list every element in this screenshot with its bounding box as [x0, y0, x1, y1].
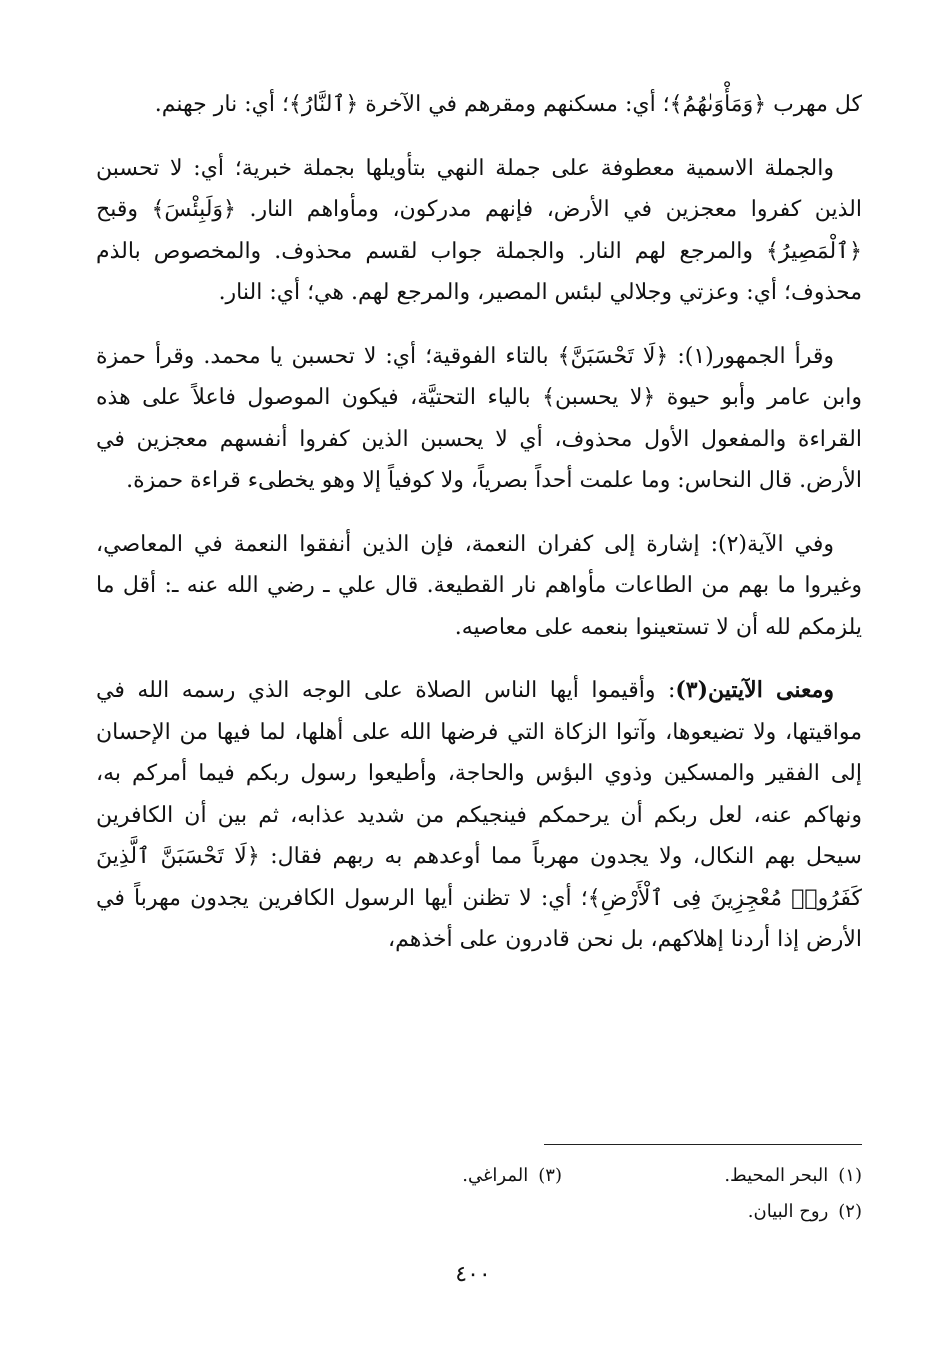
- paragraph-3-line-4: أنفسهم معجزين في الأرض. قال النحاس: وما علمت أحداً بصرياً، ولا كوفياً: [96, 426, 862, 493]
- paragraph-2: [96, 148, 862, 314]
- paragraph-4-line-3: عنه ـ: أقل ما يلزمكم لله أن لا تستعينوا بنعمه على معاصيه.: [96, 573, 862, 640]
- paragraph-5-line-5: أن الكافرين سيحل بهم النكال، ولا يجدون مهرباً مما أوعدهم به ربهم فقال:: [96, 802, 862, 869]
- footnote-divider: [544, 1144, 862, 1145]
- paragraph-3-line-2: وقرأ حمزة وابن عامر وأبو حيوة ﴿لا يحسبن﴾ بالياء التحتيَّة، فيكون الموصول: [96, 343, 862, 410]
- paragraph-2-line-1: والجملة الاسمية معطوفة على جملة النهي بتأويلها بجملة خبرية؛ أي: لا: [170, 155, 834, 181]
- footnote-3-text: المراغي.: [462, 1165, 529, 1186]
- paragraph-5-line-4: أمركم به، ونهاكم عنه، لعل ربكم أن يرحمكم فينجيكم من شديد عذابه، ثم بين: [96, 761, 862, 828]
- footnote-2: [562, 1194, 862, 1230]
- footnote-3: [262, 1158, 562, 1194]
- paragraph-3-line-3: فاعلاً على هذه القراءة والمفعول الأول محذوف، أي لا يحسبن الذين كفروا: [96, 385, 862, 452]
- paragraph-5-line-3: الإحسان إلى الفقير والمسكين وذوي البؤس والحاجة، وأطيعوا رسول ربكم فيما: [96, 719, 863, 786]
- paragraph-5: [96, 670, 862, 961]
- paragraph-4-line-2: المعاصي، وغيروا ما بهم من الطاعات مأواهم نار القطيعة. قال علي ـ رضي الله: [96, 531, 862, 598]
- footnotes: [96, 1158, 862, 1230]
- paragraph-1-line-2: جهنم.: [154, 92, 207, 117]
- footnote-3-number: (٣): [538, 1165, 562, 1186]
- paragraph-3: [96, 336, 862, 502]
- paragraph-5-line-6: ﴿لَا تَحْسَبَنَّ ٱلَّذِينَ كَفَرُوا۟ مُعْجِزِينَ فِى ٱلْأَرْضِ﴾؛ أي: لا تظنن أيها الرسول الكافرين: [96, 844, 862, 911]
- paragraph-1-line-1: كل مهرب ﴿وَمَأْوَىٰهُمُ﴾؛ أي: مسكنهم ومقرهم في الآخرة ﴿ٱلنَّارُ﴾؛ أي: نار: [213, 92, 862, 117]
- page-body: [96, 84, 862, 983]
- paragraph-5-line-7: يجدون مهرباً في الأرض إذا أردنا إهلاكهم، بل نحن قادرون على أخذهم،: [96, 885, 862, 952]
- footnote-row-2: [96, 1194, 862, 1230]
- paragraph-3-line-1: وقرأ الجمهور(١): ﴿لَا تَحْسَبَنَّ﴾ بالتاء الفوقية؛ أي: لا تحسبن يا محمد.: [203, 343, 834, 369]
- paragraph-5-line-2: في مواقيتها، ولا تضيعوها، وآتوا الزكاة التي فرضها الله على أهلها، لما فيها من: [96, 678, 863, 745]
- paragraph-2-line-3: ﴿وَلَبِئْسَ﴾ وقبح ﴿ٱلْمَصِيرُ﴾ والمرجع لهم النار. والجملة جواب لقسم محذوف.: [96, 197, 862, 264]
- paragraph-3-line-5: إلا وهو يخطىء قراءة حمزة.: [126, 468, 381, 493]
- paragraph-5-line-1: : وأقيموا أيها الناس الصلاة على الوجه الذي رسمه الله: [137, 678, 676, 703]
- footnote-1-number: (١): [838, 1165, 862, 1186]
- paragraph-4-line-1: وفي الآية(٢): إشارة إلى كفران النعمة، فإن الذين أنفقوا النعمة في: [193, 531, 834, 557]
- paragraph-5-lead: ومعنى الآيتين(٣): [675, 677, 834, 703]
- paragraph-4: [96, 524, 862, 649]
- paragraph-2-line-5: هي؛ أي: النار.: [218, 280, 344, 305]
- footnote-1-text: البحر المحيط.: [724, 1165, 829, 1186]
- footnote-2-number: (٢): [838, 1201, 862, 1222]
- footnote-1: [562, 1158, 862, 1194]
- page-number: ٤٠٠: [455, 1262, 491, 1287]
- footnote-row-1: [96, 1158, 862, 1194]
- paragraph-2-line-2: تحسبن الذين كفروا معجزين في الأرض، فإنهم مدركون، ومأواهم النار.: [96, 155, 862, 222]
- footnote-2-text: روح البيان.: [747, 1201, 829, 1222]
- paragraph-1: [96, 84, 862, 126]
- paragraph-2-line-4: والمخصوص بالذم محذوف؛ أي: وعزتي وجلالي لبئس المصير، والمرجع لهم.: [96, 238, 862, 305]
